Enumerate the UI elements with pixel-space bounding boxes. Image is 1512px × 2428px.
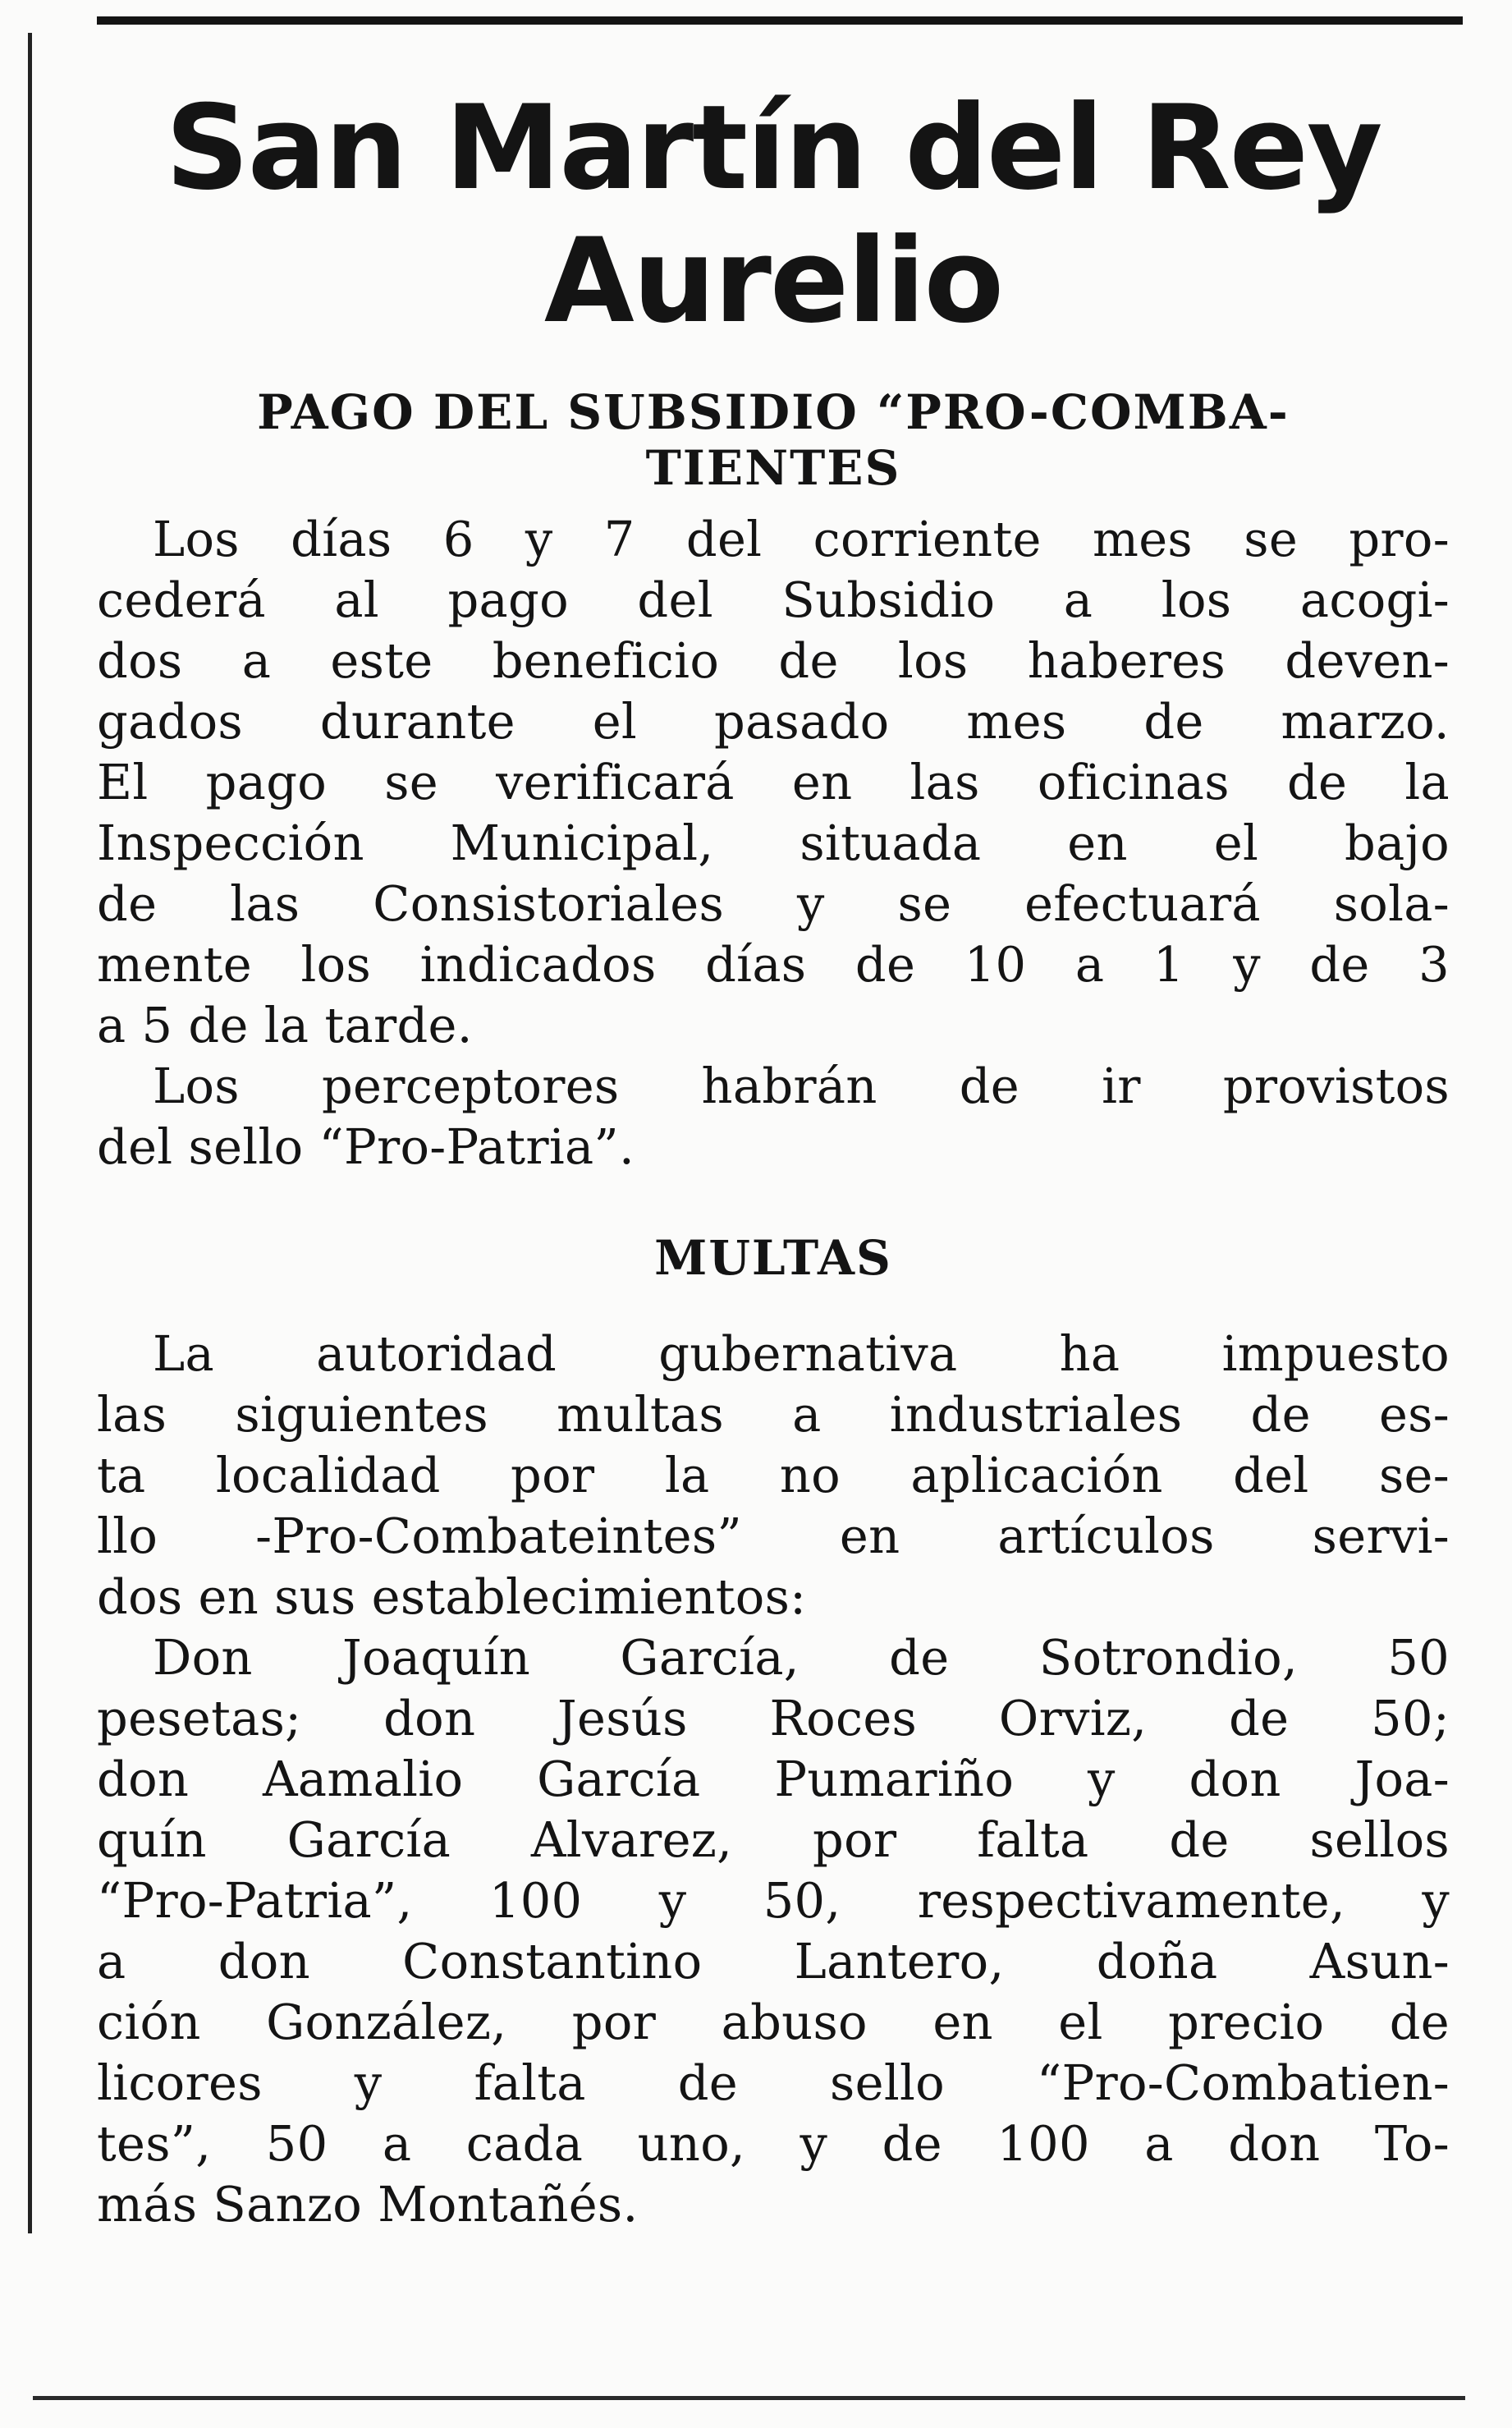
text-line: a 5 de la tarde. [97, 997, 473, 1053]
text-line: La autoridad gubernativa ha impuesto [153, 1325, 1450, 1382]
text-line: cederá al pago del Subsidio a los acogi- [97, 571, 1450, 628]
paragraph-multas-list [97, 1627, 1450, 2235]
paragraph-subsidio-payment [97, 509, 1450, 1056]
text-line: gados durante el pasado mes de marzo. [97, 693, 1450, 750]
text-line: mente los indicados días de 10 a 1 y de 3 [97, 936, 1450, 993]
top-rule [97, 16, 1463, 25]
news-article [97, 82, 1450, 2235]
section-heading-subsidio [97, 384, 1450, 496]
text-line: de las Consistoriales y se efectuará sola- [97, 875, 1450, 932]
text-line: don Aamalio García Pumariño y don Joa- [97, 1751, 1450, 1807]
paragraph-perceptores [97, 1056, 1450, 1177]
text-line: “Pro-Patria”, 100 y 50, respectivamente, y [97, 1872, 1450, 1929]
text-line: dos a este beneficio de los haberes deven- [97, 632, 1450, 689]
text-line: dos en sus establecimientos: [97, 1568, 807, 1625]
text-line: quín García Alvarez, por falta de sellos [97, 1811, 1450, 1868]
text-line: del sello “Pro-Patria”. [97, 1118, 635, 1175]
text-line: ción González, por abuso en el precio de [97, 1994, 1450, 2050]
headline-line: San Martín del Rey [165, 80, 1381, 216]
text-line: a don Constantino Lantero, doña Asun- [97, 1933, 1450, 1990]
bottom-rule [33, 2396, 1465, 2400]
left-column-rule [28, 33, 32, 2233]
text-line: licores y falta de sello “Pro-Combatien- [97, 2054, 1450, 2111]
text-line: más Sanzo Montañés. [97, 2176, 639, 2233]
text-line: pesetas; don Jesús Roces Orviz, de 50; [97, 1690, 1450, 1746]
headline [97, 82, 1450, 348]
text-line: El pago se verificará en las oficinas de la [97, 754, 1450, 810]
text-line: las siguientes multas a industriales de es- [97, 1386, 1450, 1443]
paragraph-multas-intro [97, 1324, 1450, 1627]
text-line: ta localidad por la no aplicación del se- [97, 1447, 1450, 1503]
headline-line: Aurelio [543, 213, 1003, 349]
text-line: Don Joaquín García, de Sotrondio, 50 [153, 1629, 1450, 1686]
text-line: Los días 6 y 7 del corriente mes se pro- [153, 511, 1450, 567]
section-heading-line: TIENTES [645, 440, 901, 496]
text-line: Inspección Municipal, situada en el bajo [97, 815, 1450, 871]
text-line: llo -Pro-Combateintes” en artículos servi- [97, 1508, 1450, 1564]
section-heading-line: PAGO DEL SUBSIDIO “PRO-COMBA- [257, 384, 1290, 440]
section-heading-line: MULTAS [654, 1230, 892, 1286]
text-line: Los perceptores habrán de ir provistos [153, 1058, 1450, 1114]
text-line: tes”, 50 a cada uno, y de 100 a don To- [97, 2115, 1450, 2172]
section-heading-multas [97, 1230, 1450, 1286]
